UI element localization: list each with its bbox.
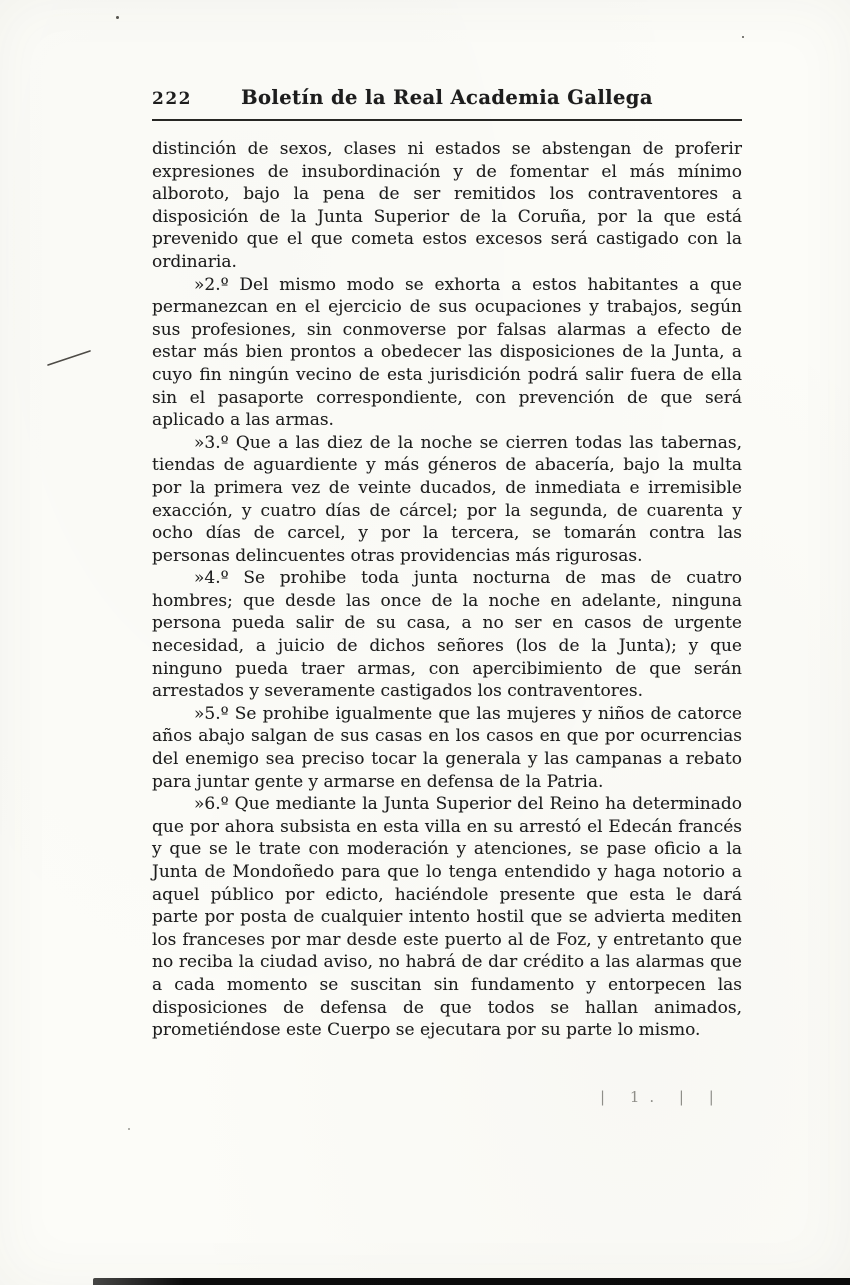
ink-speck [116, 16, 119, 19]
paragraph-item-2: »2.º Del mismo modo se exhorta a estos habitantes a que permanezcan en el ejercicio de sus ocupaciones y trabajos, según sus profesiones, sin conmoverse por falsas alarmas a efecto de estar más bien prontos a obedecer las disposiciones de la Junta, a cuyo fin ningún vecino de esta jurisdición podrá salir fuera de ella sin el pasaporte correspondiente, con prevención de que será aplicado a las armas. [152, 274, 742, 431]
ink-speck [128, 1128, 130, 1130]
paragraph-continuation: distinción de sexos, clases ni estados se abstengan de proferir expresiones de insubordinación y de fomentar el más mínimo alboroto, bajo la pena de ser remitidos los contraventores a disposición de la Junta Superior de la Coruña, por la que está prevenido que el que cometa estos excesos será castigado con la ordinaria. [152, 139, 742, 272]
paragraph-item-4: »4.º Se prohibe toda junta nocturna de mas de cuatro hombres; que desde las once de la noche en adelante, ninguna persona pueda salir de su casa, a no ser en casos de urgente necesidad, a juicio de dichos señores (los de la Junta); y que ninguno pueda traer armas, con apercibimiento de que serán arrestados y severamente castigados los contraventores. [152, 568, 742, 702]
scan-edge-artifact [93, 1278, 850, 1285]
body-text [152, 138, 742, 1042]
text-block [152, 86, 742, 1042]
ink-speck [742, 36, 744, 38]
paragraph-item-3: »3.º Que a las diez de la noche se cierren todas las tabernas, tiendas de aguardiente y más géneros de abacería, bajo la multa por la primera vez de veinte ducados, de inmediata e irremisible exacción, y cuatro días de cárcel; por la segunda, de cuarenta y ocho días de carcel, y por la tercera, se tomarán contra las personas delincuentes otras providencias más rigurosas. [152, 432, 742, 566]
page-number: 222 [152, 89, 192, 109]
faint-pencil-marks: | 1. | | [600, 1088, 724, 1106]
page-header [152, 86, 742, 112]
handwritten-slash-mark [46, 348, 92, 368]
journal-title: Boletín de la Real Academia Gallega [241, 86, 653, 109]
paragraph-item-6: »6.º Que mediante la Junta Superior del Reino ha determinado que por ahora subsista en esta villa en su arrestó el Edecán francés y que se le trate con moderación y atenciones, se pase oficio a la Junta de Mondoñedo para que lo tenga entendido y haga notorio a aquel público por edicto, haciéndole presente que esta le dará parte por posta de cualquier intento hostil que se advierta mediten los franceses por mar desde este puerto al de Foz, y entretanto que no reciba la ciudad aviso, no habrá de dar crédito a las alarmas que a cada momento se suscitan sin fundamento y entorpecen las disposiciones de defensa de que todos se hallan animados, prometiéndose este Cuerpo se ejecutara por su parte lo mismo. [152, 794, 742, 1041]
header-rule [152, 119, 742, 121]
paragraph-item-5: »5.º Se prohibe igualmente que las mujeres y niños de catorce años abajo salgan de sus casas en los casos en que por ocurrencias del enemigo sea preciso tocar la generala y las campanas a rebato para juntar gente y armarse en defensa de la Patria. [152, 703, 742, 792]
